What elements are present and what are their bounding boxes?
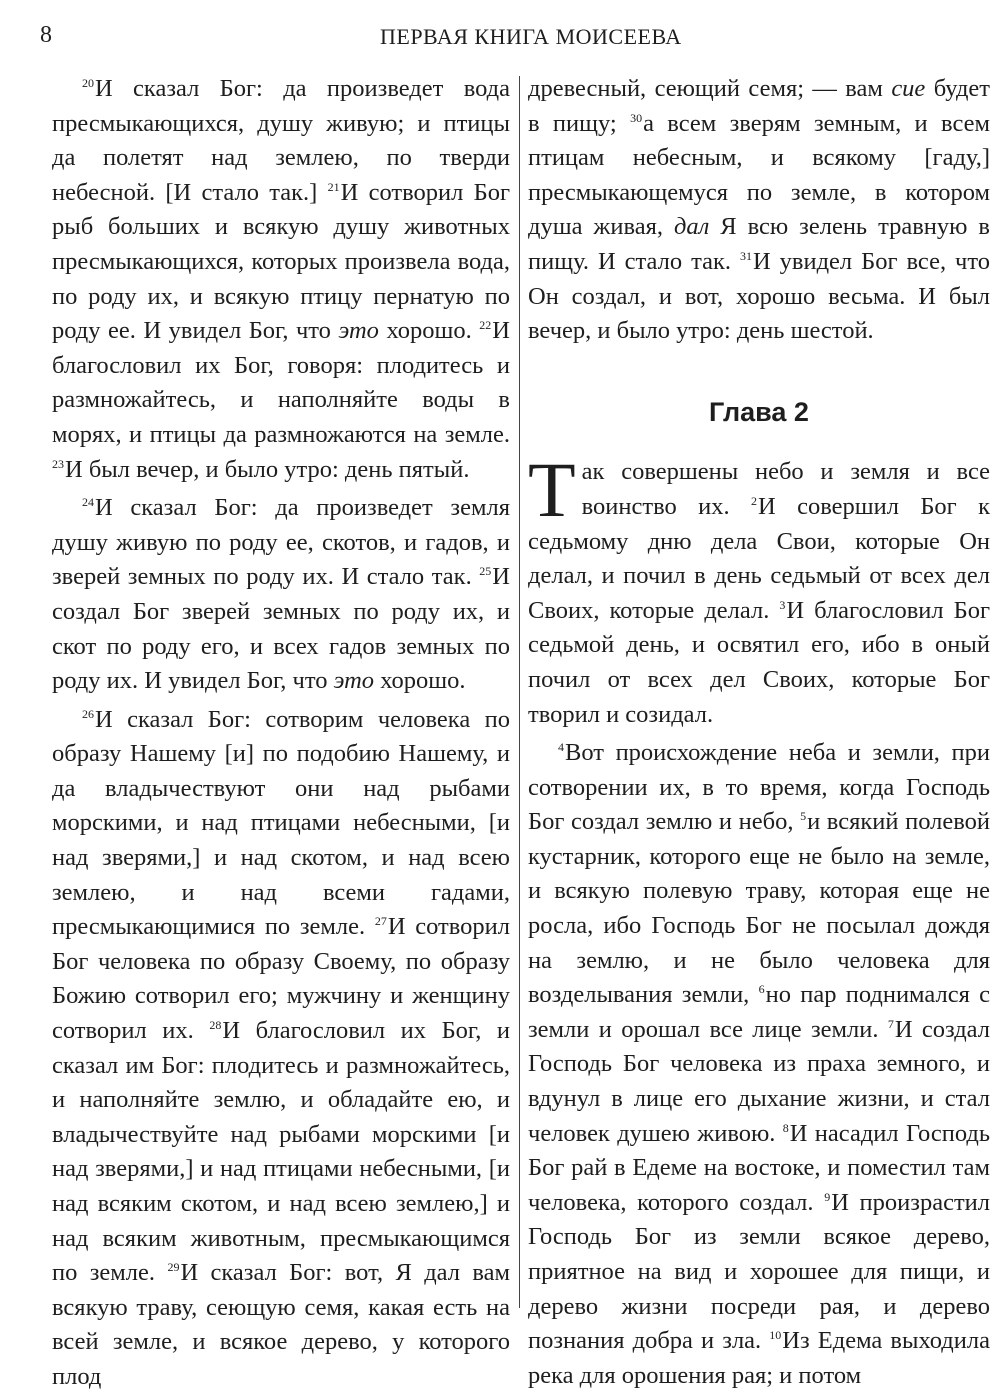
paragraph — [528, 446, 990, 732]
verse-text: И сказал Бог: да произведет земля душу живую по роду ее, скотов, и гадов, и зверей земных по роду их. И стало так. — [52, 494, 510, 591]
paragraph — [52, 703, 510, 1395]
verse-number: 7 — [887, 1016, 894, 1031]
verse-number: 24 — [82, 495, 94, 510]
verse-number: 8 — [782, 1120, 789, 1135]
verse-text: Из Едема выходила река для орошения рая; и потом — [528, 1327, 990, 1389]
right-column — [528, 72, 990, 1393]
verse-number: 9 — [824, 1189, 831, 1204]
paragraph — [528, 736, 990, 1393]
verse-text: но пар поднимался с земли и орошал все лице земли. — [528, 981, 990, 1043]
verse-number: 31 — [739, 248, 752, 263]
verse-text: И увидел Бог все, что Он создал, и вот, хорошо весьма. И был вечер, и было утро: день шестой. — [528, 247, 991, 345]
verse-text: И создал Господь Бог человека из праха земного, и вдунул в лице его дыхание жизни, и стал человек душею живою. — [528, 1015, 990, 1147]
verse-number: 23 — [52, 456, 64, 471]
verse-text: И благословил их Бог, и сказал им Бог: плодитесь и размножайтесь, и наполняйте землю, и обладайте ею, и владычествуйте над рыбами морскими [и над зверями,] и над птицами небесными, [и над всяким скотом, и над всею землею,] и над всяким животным, пресмыкающимся по земле. — [52, 1017, 511, 1287]
verse-number: 4 — [558, 740, 564, 755]
verse-text: Вот происхождение неба и земли, при сотворении их, в то время, когда Господь Бог создал землю и небо, — [528, 739, 990, 836]
verse-text: Я всю зелень травную в пищу. И стало так. — [528, 213, 990, 275]
verse-text: И сотворил Бог человека по образу Своему, по образу Божию сотворил его; мужчину и женщину сотворил их. — [52, 913, 510, 1045]
verse-text: И произрастил Господь Бог из земли всякое дерево, приятное на вид и хорошее для пищи, и дерево жизни посреди рая, и дерево познания добра и зла. — [528, 1188, 990, 1355]
verse-text: И создал Бог зверей земных по роду их, и скот по роду его, и всех гадов земных по роду их. И увидел Бог, что — [52, 563, 510, 695]
verse-text: а всем зверям земным, и всем птицам небесным, и всякому [гаду,] пресмыкающемуся по земле, в котором душа живая, — [528, 109, 990, 241]
verse-text: древесный, сеющий семя; — вам — [528, 75, 892, 102]
verse-number: 27 — [374, 914, 387, 929]
verse-text: И сказал Бог: вот, Я дал вам всякую траву, сеющую семя, какая есть на всей земле, и всякое дерево, у которого плод — [52, 1259, 510, 1390]
verse-text: хорошо. — [374, 667, 466, 695]
verse-text: И благословил Бог седьмой день, и освятил его, ибо в оный почил от всех дел Своих, которые Бог творил и созидал. — [528, 596, 990, 728]
italic-word: это — [333, 667, 375, 695]
verse-text: И насадил Господь Бог рай в Едеме на востоке, и поместил там человека, которого создал. — [528, 1119, 991, 1216]
verse-text: хорошо. — [378, 317, 480, 345]
verse-number: 30 — [630, 110, 643, 125]
paragraph — [52, 72, 510, 487]
verse-text: И сказал Бог: сотворим человека по образу Нашему [и] по подобию Нашему, и да владычествуют они над рыбами морскими, и над птицами небесными, [и над зверями,] и над скотом, и над всею землею, и над всеми гадами, пресмыкающимися по земле. — [52, 705, 510, 941]
left-column — [52, 72, 510, 1395]
verse-text: и всякий полевой кустарник, которого еще не было на земле, и всякую полевую траву, которая еще не росла, ибо Господь Бог не посылал дождя на землю, и не было человека для возделывания земли, — [528, 808, 990, 1009]
verse-text: И сотворил Бог рыб больших и всякую душу животных пресмыкающихся, которых произвела вода, по роду их, и всякую птицу пернатую по роду ее. И увидел Бог, что — [52, 178, 510, 345]
verse-number: 20 — [82, 76, 94, 90]
italic-word: сие — [891, 75, 926, 102]
verse-number: 6 — [758, 982, 765, 997]
verse-number: 21 — [327, 179, 340, 194]
verse-number: 26 — [82, 706, 94, 721]
verse-number: 3 — [779, 597, 786, 612]
verse-text: И благословил их Бог, говоря: плодитесь и размножайтесь, и наполняйте воды в морях, и птицы да размножаются на земле. — [52, 317, 510, 448]
verse-number: 2 — [751, 493, 758, 508]
verse-text: И сказал Бог: да произведет вода пресмыкающихся, душу живую; и птицы да полетят над землею, по тверди небесной. [И стало так.] — [52, 75, 510, 206]
verse-number: 22 — [479, 318, 492, 333]
verse-number: 28 — [209, 1018, 222, 1033]
drop-cap: Т — [528, 446, 576, 534]
verse-text: ак совершены небо и земля и все воинство их. — [581, 458, 990, 520]
running-title: ПЕРВАЯ КНИГА МОИСЕЕВА — [380, 24, 682, 49]
verse-number: 10 — [769, 1328, 782, 1343]
italic-word: дал — [673, 213, 710, 241]
italic-word: это — [338, 317, 379, 345]
verse-number: 5 — [800, 809, 807, 824]
verse-text: будет в пищу; — [528, 75, 990, 137]
chapter-heading: Глава 2 — [709, 396, 809, 427]
column-divider — [519, 76, 520, 1308]
verse-number: 29 — [167, 1260, 180, 1275]
verse-text: И совершил Бог к седьмому дню дела Свои, которые Он делал, и почил в день седьмый от всех дел Своих, которые делал. — [528, 492, 990, 624]
page-header — [0, 18, 1000, 54]
paragraph — [528, 72, 990, 349]
verse-number: 25 — [479, 564, 492, 579]
page-number: 8 — [40, 22, 52, 48]
verse-text: И был вечер, и было утро: день пятый. — [65, 455, 470, 483]
paragraph — [52, 491, 510, 699]
